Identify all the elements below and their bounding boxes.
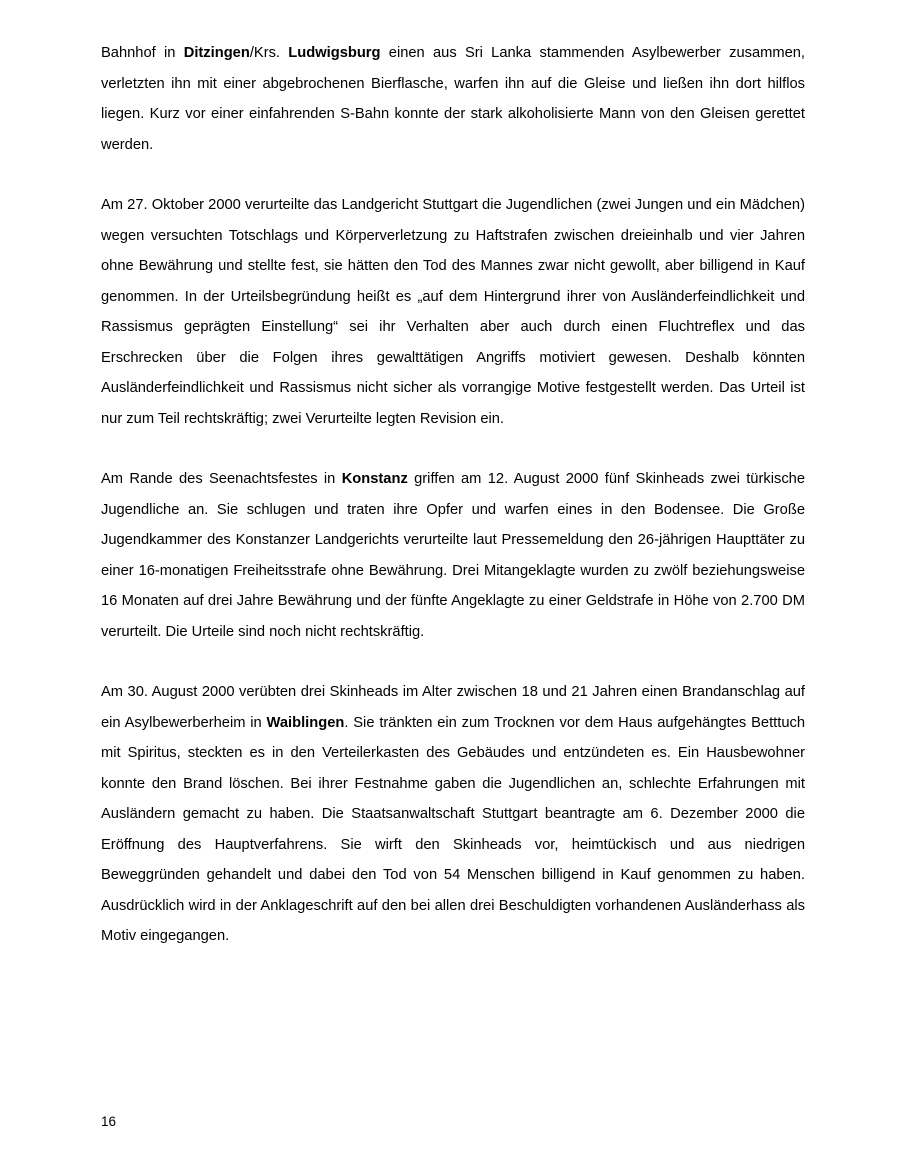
emphasis-text: Ludwigsburg: [288, 45, 381, 61]
page-number: 16: [101, 1114, 117, 1129]
body-text: /Krs.: [249, 45, 289, 61]
emphasis-text: Ditzingen: [183, 45, 250, 61]
emphasis-text: Waiblingen: [266, 714, 345, 731]
emphasis-text: Konstanz: [341, 471, 408, 487]
body-text: . Sie tränkten ein zum Trocknen vor dem Haus aufgehängtes Betttuch mit Spiritus, steckten es in den Verteilerkasten des Gebäudes und entzündeten es. Ein Hausbewohner konnte den Brand löschen. Bei ihrer Festnahme gaben die Jugendlichen an, schlechte Erfahrungen mit Ausländern gemacht zu haben. Die Staatsanwaltschaft Stuttgart beantragte am 6. Dezember 2000 die Eröffnung des Hauptverfahrens. Sie wirft den Skinheads vor, heimtückisch und aus niedrigen Beweggründen gehandelt und dabei den Tod von 54 Menschen billigend in Kauf genommen zu haben. Ausdrücklich wird in der Anklageschrift auf den bei allen drei Beschuldigten vorhandenen Ausländerhass als Motiv eingegangen.: [101, 714, 805, 944]
body-text: Am 27. Oktober 2000 verurteilte das Landgericht Stuttgart die Jugendlichen (zwei Jungen und ein Mädchen) wegen versuchten Totschlags und Körperverletzung zu Haftstrafen zwischen dreieinhalb und vier Jahren ohne Bewährung und stellte fest, sie hätten den Tod des Mannes zwar nicht gewollt, aber billigend in Kauf genommen. In der Urteilsbegründung heißt es „auf dem Hintergrund ihrer von Ausländerfeindlichkeit und Rassismus geprägten Einstellung“ sei ihr Verhalten aber auch durch einen Fluchtreflex und das Erschrecken über die Folgen ihres gewalttätigen Angriffs motiviert gewesen. Deshalb könnten Ausländerfeindlichkeit und Rassismus nicht sicher als vorrangige Motive festgestellt werden. Das Urteil ist nur zum Teil rechtskräftig; zwei Verurteilte legten Revision ein.: [101, 197, 805, 427]
paragraph-3: [101, 464, 805, 647]
paragraph-4: [101, 677, 805, 952]
body-text: griffen am 12. August 2000 fünf Skinheads zwei türkische Jugendliche an. Sie schlugen und traten ihre Opfer und warfen eines in den Bodensee. Die Große Jugendkammer des Konstanzer Landgerichts verurteilte laut Pressemeldung den 26-jährigen Haupttäter zu einer 16-monatigen Freiheitsstrafe ohne Bewährung. Drei Mitangeklagte wurden zu zwölf beziehungsweise 16 Monaten auf drei Jahre Bewährung und der fünfte Angeklagte zu einer Geldstrafe in Höhe von 2.700 DM verurteilt. Die Urteile sind noch nicht rechtskräftig.: [101, 471, 805, 640]
paragraph-1: [101, 38, 805, 160]
paragraph-2: [101, 190, 805, 434]
body-text: Bahnhof in: [101, 45, 184, 61]
document-body: [101, 38, 805, 952]
body-text: Am 30. August 2000 verübten drei Skinheads im Alter zwischen 18 und 21 Jahren einen Brandanschlag auf ein Asylbewerberheim in: [101, 684, 805, 731]
body-text: einen aus Sri Lanka stammenden Asylbewerber zusammen, verletzten ihn mit einer abgebrochenen Bierflasche, warfen ihn auf die Gleise und ließen ihn dort hilflos liegen. Kurz vor einer einfahrenden S-Bahn konnte der stark alkoholisierte Mann von den Gleisen gerettet werden.: [101, 45, 806, 153]
body-text: Am Rande des Seenachtsfestes in: [101, 471, 342, 487]
